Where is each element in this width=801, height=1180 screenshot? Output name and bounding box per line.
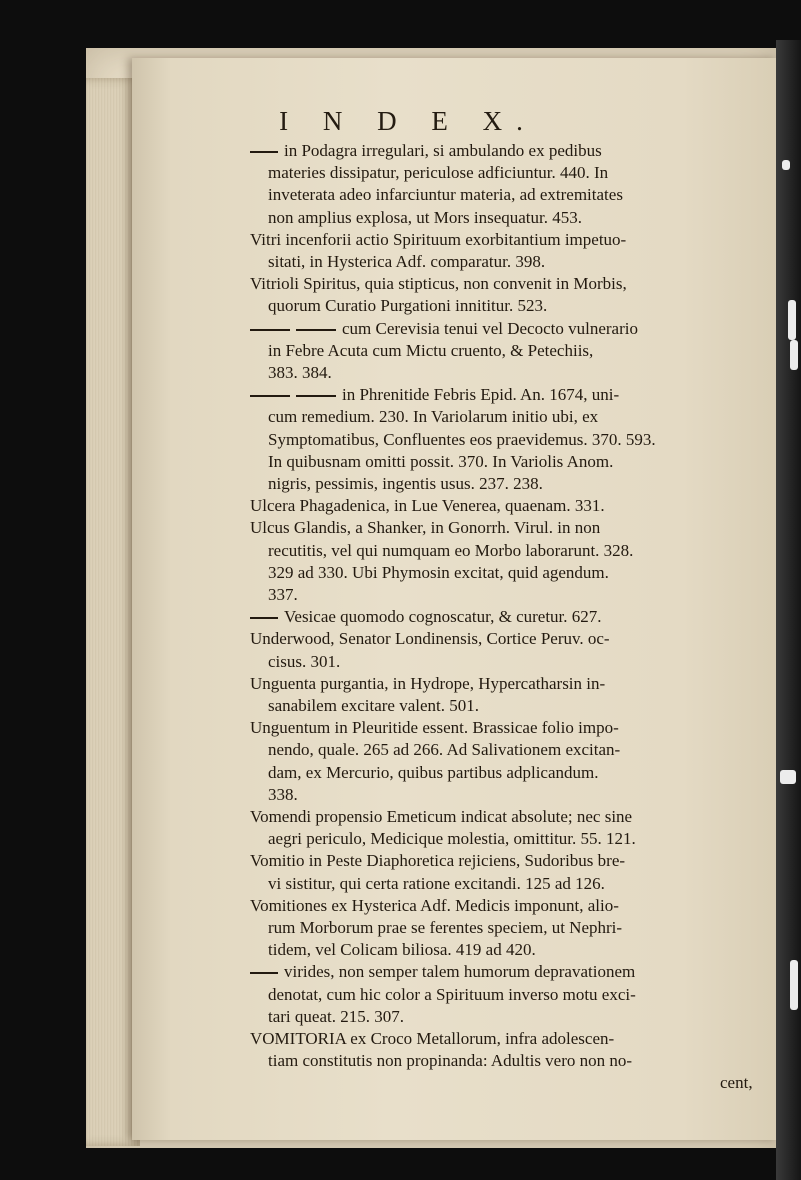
bookmark-tab xyxy=(782,160,790,170)
index-line-text: cent, xyxy=(720,1073,753,1093)
index-line-text: Vomendi propensio Emeticum indicat absolute; nec sine xyxy=(250,807,633,826)
index-line-text: cisus. 301. xyxy=(268,651,341,671)
index-line xyxy=(250,229,626,251)
index-line-text: Underwood, Senator Londinensis, Cortice Peruv. oc- xyxy=(250,629,610,649)
index-line xyxy=(268,184,623,206)
index-line-text: in Phrenitide Febris Epid. An. 1674, uni- xyxy=(342,385,620,405)
index-line xyxy=(268,1050,632,1072)
index-line xyxy=(250,140,602,162)
index-line xyxy=(250,806,632,828)
index-line-text: 383. 384. xyxy=(268,363,332,382)
bookmark-tab xyxy=(780,770,796,784)
index-line-text: VOMITORIA ex Croco Metallorum, infra adolescen- xyxy=(250,1029,615,1048)
index-line-text: non amplius explosa, ut Mors insequatur. 453. xyxy=(268,207,583,227)
index-line-text: Vitrioli Spiritus, quia stipticus, non convenit in Morbis, xyxy=(250,274,627,294)
next-page-strip xyxy=(776,40,801,1180)
index-line xyxy=(268,251,545,273)
index-line xyxy=(268,562,609,584)
index-line-text: Unguentum in Pleuritide essent. Brassicae folio impo- xyxy=(250,718,619,738)
index-line-text: tiam constitutis non propinanda: Adultis vero non no- xyxy=(268,1051,633,1071)
index-line xyxy=(268,473,543,495)
index-line-text: cum remedium. 230. In Variolarum initio ubi, ex xyxy=(268,407,599,427)
index-line xyxy=(720,1072,753,1094)
bookmark-tab xyxy=(790,960,798,1010)
index-line xyxy=(268,451,613,473)
index-line-text: aegri periculo, Medicique molestia, omittitur. 55. 121. xyxy=(268,829,636,849)
index-line xyxy=(268,939,536,961)
index-line-text: in Podagra irregulari, si ambulando ex pedibus xyxy=(284,141,602,160)
index-line-text: rum Morborum prae se ferentes speciem, ut Nephri- xyxy=(268,918,623,937)
index-line xyxy=(250,628,610,650)
index-line-text: inveterata adeo infarciuntur materia, ad extremitates xyxy=(268,185,623,205)
index-line-text: Vesicae quomodo cognoscatur, & curetur. 627. xyxy=(284,607,602,627)
index-line xyxy=(250,273,627,295)
dash-rule xyxy=(250,395,290,397)
index-line-text: tari queat. 215. 307. xyxy=(268,1006,404,1026)
index-line-text: sanabilem excitare valent. 501. xyxy=(268,696,479,715)
index-line-text: Vomitio in Peste Diaphoretica rejiciens, Sudoribus bre- xyxy=(250,851,626,871)
dash-rule xyxy=(296,395,336,397)
index-line xyxy=(268,984,636,1006)
index-line-text: in Febre Acuta cum Mictu cruento, & Petechiis, xyxy=(268,340,594,360)
index-line-text: tidem, vel Colicam biliosa. 419 ad 420. xyxy=(268,940,536,960)
index-line-text: 338. xyxy=(268,784,298,804)
index-line xyxy=(268,828,636,850)
index-line-text: Ulcera Phagadenica, in Lue Venerea, quaenam. 331. xyxy=(250,496,605,516)
index-line-text: materies dissipatur, periculose adficiuntur. 440. In xyxy=(268,163,609,183)
index-line xyxy=(250,850,625,872)
index-line-text: denotat, cum hic color a Spirituum inverso motu exci- xyxy=(268,984,636,1004)
index-line xyxy=(250,895,619,917)
index-line xyxy=(268,295,547,317)
index-line xyxy=(268,207,582,229)
index-line xyxy=(250,384,619,406)
index-line xyxy=(268,406,598,428)
index-line xyxy=(268,762,598,784)
index-line xyxy=(268,362,332,384)
index-line xyxy=(268,739,620,761)
dash-rule xyxy=(250,972,278,974)
index-line-text: virides, non semper talem humorum depravationem xyxy=(284,962,636,982)
index-line xyxy=(268,429,656,451)
index-line xyxy=(250,318,638,340)
index-line xyxy=(268,651,340,673)
index-line-text: recutitis, vel qui numquam eo Morbo laborarunt. 328. xyxy=(268,540,634,560)
index-line-text: sitati, in Hysterica Adf. comparatur. 398. xyxy=(268,252,546,271)
dash-rule xyxy=(250,617,278,619)
index-line-text: quorum Curatio Purgationi innititur. 523. xyxy=(268,296,548,316)
dash-rule xyxy=(250,329,290,331)
bookmark-tab xyxy=(788,300,796,340)
index-line xyxy=(250,673,605,695)
index-line-text: Vomitiones ex Hysterica Adf. Medicis imponunt, alio- xyxy=(250,895,619,915)
index-line-text: vi sistitur, qui certa ratione excitandi. 125 ad 126. xyxy=(268,873,605,893)
dash-rule xyxy=(250,151,278,153)
index-line xyxy=(268,917,622,939)
index-line xyxy=(268,1006,404,1028)
bookmark-tab xyxy=(790,340,798,370)
index-line-text: dam, ex Mercurio, quibus partibus adplicandum. xyxy=(268,762,599,782)
index-line-text: Unguenta purgantia, in Hydrope, Hypercatharsin in- xyxy=(250,673,606,693)
index-line-text: Symptomatibus, Confluentes eos praevidemus. 370. 593. xyxy=(268,429,656,449)
index-line-text: nendo, quale. 265 ad 266. Ad Salivationem excitan- xyxy=(268,740,621,760)
page-heading: I N D E X. xyxy=(279,106,537,136)
index-line-text: 337. xyxy=(268,585,298,604)
dash-rule xyxy=(296,329,336,331)
index-line xyxy=(250,717,619,739)
index-line xyxy=(268,162,608,184)
index-line xyxy=(250,495,605,517)
running-head xyxy=(258,106,558,137)
index-line xyxy=(268,784,298,806)
index-line xyxy=(250,606,602,628)
index-line xyxy=(268,695,479,717)
index-line-text: nigris, pessimis, ingentis usus. 237. 238. xyxy=(268,474,543,493)
index-line-text: cum Cerevisia tenui vel Decocto vulnerario xyxy=(342,318,638,338)
index-line xyxy=(250,517,600,539)
index-line xyxy=(268,584,298,606)
index-line-text: Vitri incenforii actio Spirituum exorbitantium impetuo- xyxy=(250,229,627,249)
index-line xyxy=(268,540,633,562)
index-line-text: Ulcus Glandis, a Shanker, in Gonorrh. Virul. in non xyxy=(250,518,601,538)
index-line-text: 329 ad 330. Ubi Phymosin excitat, quid agendum. xyxy=(268,562,609,582)
index-line xyxy=(250,961,635,983)
index-line xyxy=(268,873,605,895)
index-line xyxy=(268,340,593,362)
index-line-text: In quibusnam omitti possit. 370. In Variolis Anom. xyxy=(268,451,614,471)
index-line xyxy=(250,1028,614,1050)
